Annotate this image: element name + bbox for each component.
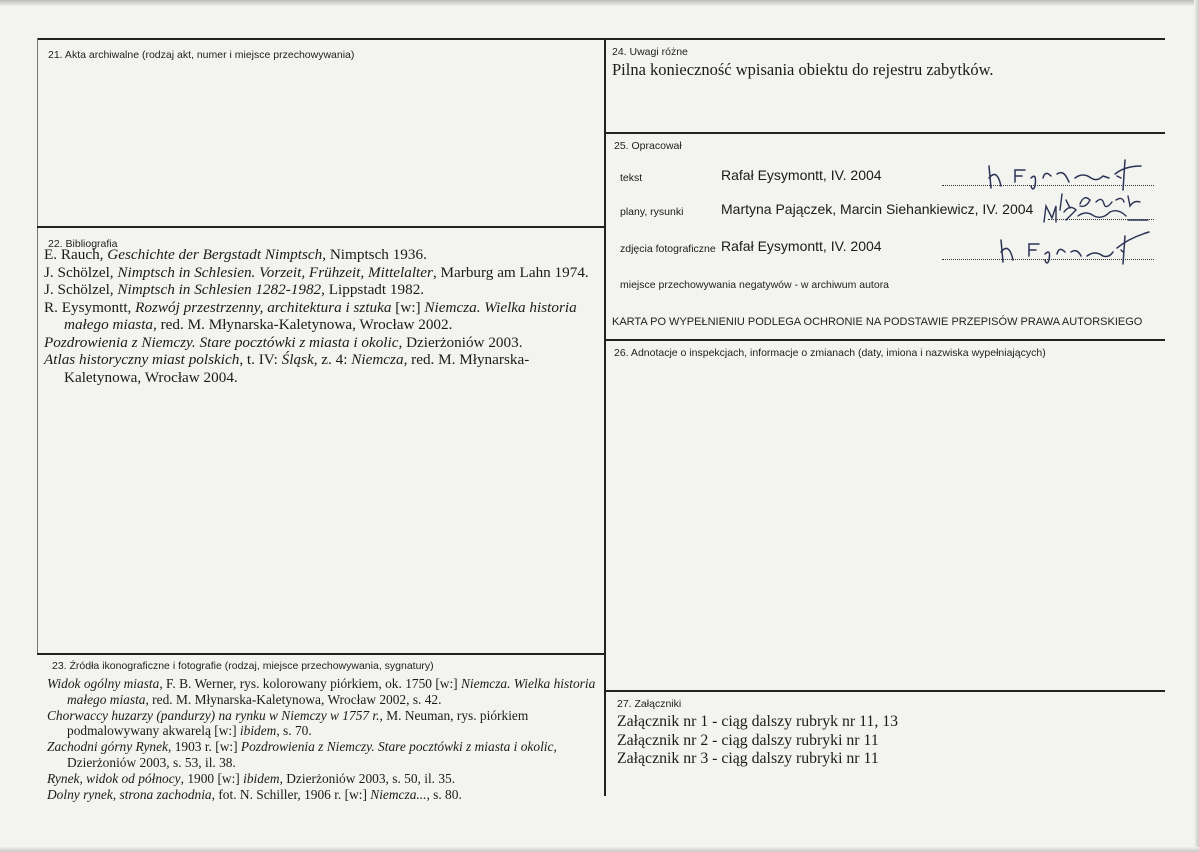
signature-icon xyxy=(1040,190,1155,226)
bibliography-list xyxy=(44,246,600,386)
left-border xyxy=(37,38,38,653)
signature-icon xyxy=(985,156,1150,192)
bibliography-entry: E. Rauch, Geschichte der Bergstadt Nimptsch, Nimptsch 1936. xyxy=(44,246,427,263)
author-photos-key: zdjęcia fotograficzne xyxy=(620,243,716,255)
column-divider xyxy=(604,38,606,796)
section-21-label: 21. Akta archiwalne (rodzaj akt, numer i miejsce przechowywania) xyxy=(48,49,355,61)
remarks-text: Pilna konieczność wpisania obiektu do rejestru zabytków. xyxy=(612,60,994,79)
section-26-label: 26. Adnotacje o inspekcjach, informacje o zmianach (daty, imiona i nazwiska wypełniających) xyxy=(614,347,1046,359)
iconographic-sources-list xyxy=(47,676,603,802)
bibliography-entry: Atlas historyczny miast polskich, t. IV: Śląsk, z. 4: Niemcza, red. M. Młynarska-Kaletynowa, Wrocław 2004. xyxy=(44,351,530,386)
negatives-location: miejsce przechowywania negatywów - w archiwum autora xyxy=(620,279,890,291)
attachment-item: Załącznik nr 3 - ciąg dalszy rubryki nr 11 xyxy=(617,750,879,767)
section-22-label: 22. Bibliografia xyxy=(48,238,118,250)
attachments-list xyxy=(617,713,898,769)
divider-26-27 xyxy=(605,690,1165,692)
source-entry: Dolny rynek, strona zachodnia, fot. N. Schiller, 1906 r. [w:] Niemcza..., s. 80. xyxy=(47,786,462,802)
divider-25-26 xyxy=(605,339,1165,341)
author-plans-key: plany, rysunki xyxy=(620,206,684,218)
attachment-item: Załącznik nr 1 - ciąg dalszy rubryk nr 11, 13 xyxy=(617,713,899,730)
scan-edge-right xyxy=(1194,0,1199,852)
author-plans-value: Martyna Pajączek, Marcin Siehankiewicz, IV. 2004 xyxy=(721,201,1034,217)
author-text-key: tekst xyxy=(620,172,643,184)
signature-icon xyxy=(995,226,1155,266)
source-entry: Rynek, widok od północy, 1900 [w:] ibidem, Dzierżoniów 2003, s. 50, il. 35. xyxy=(47,770,456,786)
attachment-item: Załącznik nr 2 - ciąg dalszy rubryki nr 11 xyxy=(617,731,879,749)
author-text-value: Rafał Eysymontt, IV. 2004 xyxy=(721,167,882,183)
section-25-label: 25. Opracował xyxy=(614,140,682,152)
section-24-label: 24. Uwagi różne xyxy=(612,46,688,58)
bibliography-entry: R. Eysymontt, Rozwój przestrzenny, architektura i sztuka [w:] Niemcza. Wielka historia małego miasta, red. M. Młynarska-Kaletynowa, Wrocław 2002. xyxy=(44,298,577,333)
divider-21-22 xyxy=(37,226,605,228)
bibliography-entry: J. Schölzel, Nimptsch in Schlesien 1282-1982, Lippstadt 1982. xyxy=(44,281,425,298)
section-27-label: 27. Załączniki xyxy=(617,698,682,710)
divider-22-23 xyxy=(37,653,605,655)
section-23-label: 23. Źródła ikonograficzne i fotografie (rodzaj, miejsce przechowywania, sygnatury) xyxy=(52,660,434,672)
top-border xyxy=(37,38,1165,40)
source-entry: Chorwaccy huzarzy (pandurzy) na rynku w Niemczy w 1757 r., M. Neuman, rys. piórkiem podmalowywany akwarelą [w:] ibidem, s. 70. xyxy=(47,707,529,739)
scan-edge-top xyxy=(0,0,1199,6)
source-entry: Widok ogólny miasta, F. B. Werner, rys. kolorowany piórkiem, ok. 1750 [w:] Niemcza. Wielka historia małego miasta, red. M. Młynarska-Kaletynowa, Wrocław 2002, s. 42. xyxy=(47,676,596,707)
bibliography-entry: Pozdrowienia z Niemczy. Stare pocztówki z miasta i okolic, Dzierżoniów 2003. xyxy=(44,333,523,351)
scan-edge-bottom xyxy=(0,847,1199,852)
author-photos-value: Rafał Eysymontt, IV. 2004 xyxy=(721,238,882,254)
source-entry: Zachodni górny Rynek, 1903 r. [w:] Pozdrowienia z Niemczy. Stare pocztówki z miasta i okolic, Dzierżoniów 2003, s. 53, il. 38. xyxy=(47,739,557,770)
copyright-notice: KARTA PO WYPEŁNIENIU PODLEGA OCHRONIE NA PODSTAWIE PRZEPISÓW PRAWA AUTORSKIEGO xyxy=(612,316,1143,328)
divider-24-25 xyxy=(605,132,1165,134)
bibliography-entry: J. Schölzel, Nimptsch in Schlesien. Vorzeit, Frühzeit, Mittelalter, Marburg am Lahn 1974. xyxy=(44,263,589,281)
